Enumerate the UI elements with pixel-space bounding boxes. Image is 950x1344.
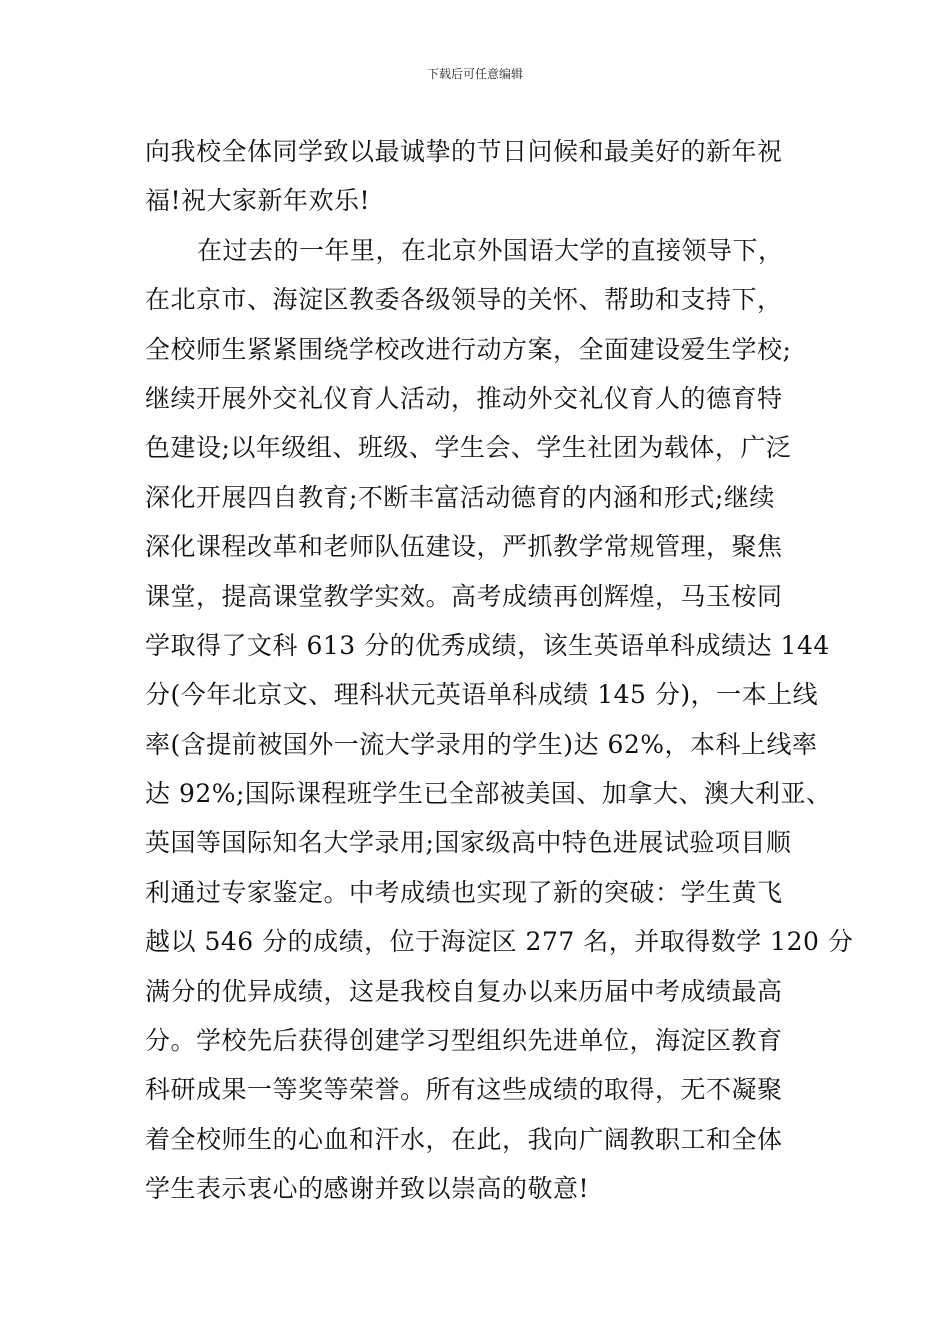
text-line: 着全校师生的心血和汗水，在此，我向广阔教职工和全体	[145, 1124, 783, 1154]
paragraph-first-line: 在过去的一年里，在北京外国语大学的直接领导下，	[197, 235, 784, 265]
page-header: 下载后可任意编辑	[426, 67, 523, 81]
text-line: 全校师生紧紧围绕学校改进行动方案，全面建设爱生学校;	[145, 334, 792, 364]
text-line: 学取得了文科 613 分的优秀成绩，该生英语单科成绩达 144	[145, 630, 830, 660]
text-line: 率(含提前被国外一流大学录用的学生)达 62%，本科上线率	[145, 729, 818, 759]
text-line: 利通过专家鉴定。中考成绩也实现了新的突破：学生黄飞	[145, 877, 783, 907]
text-line: 满分的优异成绩，这是我校自复办以来历届中考成绩最高	[145, 976, 783, 1006]
text-line: 课堂，提高课堂教学实效。高考成绩再创辉煌，马玉桉同	[145, 581, 783, 611]
text-line: 向我校全体同学致以最诚挚的节日问候和最美好的新年祝	[145, 137, 783, 166]
text-line: 福!祝大家新年欢乐!	[145, 186, 371, 216]
text-line: 学生表示衷心的感谢并致以崇高的敬意!	[145, 1174, 590, 1204]
text-line: 色建设;以年级组、班级、学生会、学生社团为载体，广泛	[145, 433, 792, 463]
text-line: 达 92%;国际课程班学生已全部被美国、加拿大、澳大利亚、	[145, 779, 832, 809]
body-text	[145, 127, 854, 1214]
text-line: 深化课程改革和老师队伍建设，严抓教学常规管理，聚焦	[145, 532, 783, 562]
text-line: 越以 546 分的成绩，位于海淀区 277 名，并取得数学 120 分	[145, 927, 854, 957]
text-line: 科研成果一等奖等荣誉。所有这些成绩的取得，无不凝聚	[145, 1075, 783, 1105]
text-line: 分。学校先后获得创建学习型组织先进单位，海淀区教育	[145, 1026, 783, 1056]
text-line: 在北京市、海淀区教委各级领导的关怀、帮助和支持下，	[145, 285, 783, 315]
text-line: 继续开展外交礼仪育人活动，推动外交礼仪育人的德育特	[145, 383, 783, 413]
text-line: 英国等国际知名大学录用;国家级高中特色进展试验项目顺	[145, 828, 792, 858]
text-line: 分(今年北京文、理科状元英语单科成绩 145 分)，一本上线	[145, 680, 819, 710]
text-line: 深化开展四自教育;不断丰富活动德育的内涵和形式;继续	[145, 482, 775, 512]
